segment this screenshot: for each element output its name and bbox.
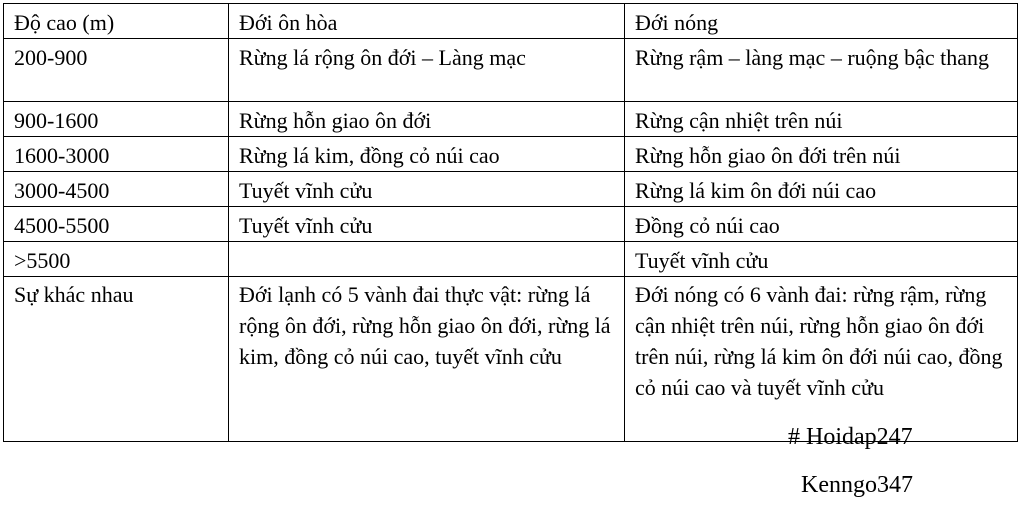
table-header-row (4, 4, 1018, 39)
tropical-cell: Rừng hỗn giao ôn đới trên núi (625, 137, 1018, 172)
header-altitude: Độ cao (m) (4, 4, 229, 39)
hashtag-watermark: # Hoidap247 (788, 424, 913, 450)
author-signature: Kenngo347 (801, 472, 913, 498)
tropical-cell: Tuyết vĩnh cửu (625, 242, 1018, 277)
temperate-cell: Rừng lá rộng ôn đới – Làng mạc (229, 39, 625, 102)
temperate-cell: Tuyết vĩnh cửu (229, 207, 625, 242)
altitude-cell: 200-900 (4, 39, 229, 102)
altitude-cell: 3000-4500 (4, 172, 229, 207)
temperate-cell: Tuyết vĩnh cửu (229, 172, 625, 207)
tropical-cell: Đồng cỏ núi cao (625, 207, 1018, 242)
tropical-cell: Rừng lá kim ôn đới núi cao (625, 172, 1018, 207)
temperate-difference-text: Đới lạnh có 5 vành đai thực vật: rừng lá rộng ôn đới, rừng hỗn giao ôn đới, rừng lá kim, đồng cỏ núi cao, tuyết vĩnh cửu (229, 277, 625, 442)
table-row (4, 207, 1018, 242)
temperate-cell (229, 242, 625, 277)
temperate-cell: Rừng hỗn giao ôn đới (229, 102, 625, 137)
tropical-cell: Rừng cận nhiệt trên núi (625, 102, 1018, 137)
altitude-cell: >5500 (4, 242, 229, 277)
temperate-cell: Rừng lá kim, đồng cỏ núi cao (229, 137, 625, 172)
table-row (4, 39, 1018, 102)
table-row (4, 102, 1018, 137)
tropical-difference-text: Đới nóng có 6 vành đai: rừng rậm, rừng cận nhiệt trên núi, rừng hỗn giao ôn đới trên núi, rừng lá kim ôn đới núi cao, đồng cỏ núi cao và tuyết vĩnh cửu (625, 277, 1018, 442)
difference-label: Sự khác nhau (4, 277, 229, 442)
altitude-cell: 1600-3000 (4, 137, 229, 172)
header-tropical-zone: Đới nóng (625, 4, 1018, 39)
altitude-cell: 4500-5500 (4, 207, 229, 242)
header-temperate-zone: Đới ôn hòa (229, 4, 625, 39)
table-row (4, 242, 1018, 277)
vegetation-belt-table (3, 3, 1018, 442)
difference-row (4, 277, 1018, 442)
altitude-cell: 900-1600 (4, 102, 229, 137)
tropical-cell: Rừng rậm – làng mạc – ruộng bậc thang (625, 39, 1018, 102)
table-row (4, 172, 1018, 207)
table-row (4, 137, 1018, 172)
